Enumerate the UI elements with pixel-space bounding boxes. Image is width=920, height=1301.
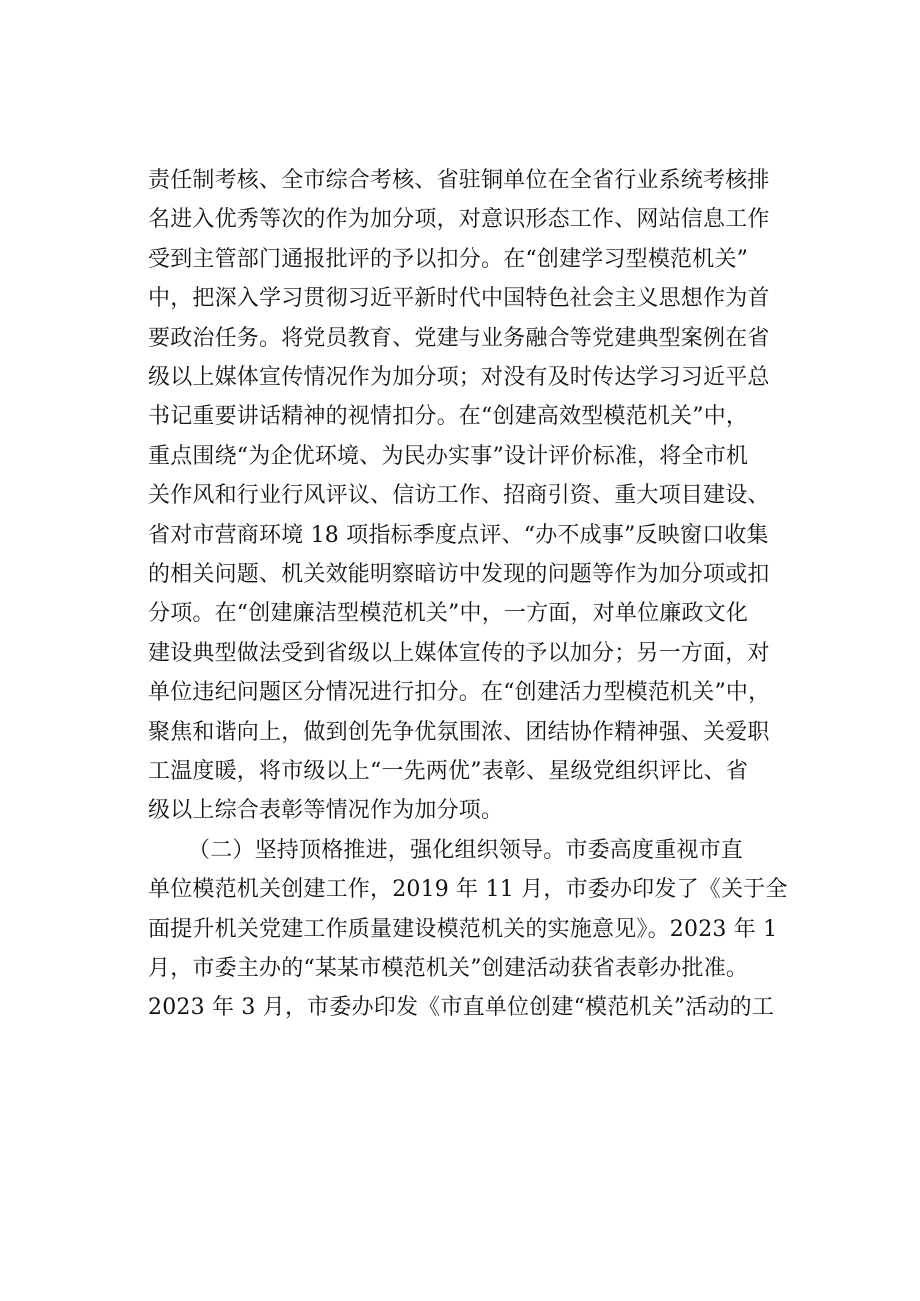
text-line: 受到主管部门通报批评的予以扣分。在“创建学习型模范机关” (148, 247, 749, 272)
text-line: 要政治任务。将党员教育、党建与业务融合等党建典型案例在省 (148, 326, 770, 351)
text-line: 月，市委主办的“某某市模范机关”创建活动获省表彰办批准。 (148, 956, 749, 981)
text-line: 级以上综合表彰等情况作为加分项。 (148, 798, 504, 823)
text-line: 的相关问题、机关效能明察暗访中发现的问题等作为加分项或扣 (148, 562, 770, 587)
text-line: 中，把深入学习贯彻习近平新时代中国特色社会主义思想作为首 (148, 286, 770, 311)
text-line: 重点围绕“为企优环境、为民办实事”设计评价标准，将全市机 (148, 444, 749, 469)
text-line: 关作风和行业行风评议、信访工作、招商引资、重大项目建设、 (148, 483, 770, 508)
text-line: 2023 年 3 月，市委办印发《市直单位创建“模范机关”活动的工 (148, 995, 775, 1020)
text-line: 省对市营商环境 18 项指标季度点评、“办不成事”反映窗口收集 (148, 523, 769, 548)
text-line: 单位违纪问题区分情况进行扣分。在“创建活力型模范机关”中， (148, 680, 771, 705)
text-line: 建设典型做法受到省级以上媒体宣传的予以加分；另一方面，对 (148, 641, 770, 666)
text-line: 名进入优秀等次的作为加分项，对意识形态工作、网站信息工作 (148, 207, 770, 232)
text-line: 分项。在“创建廉洁型模范机关”中，一方面，对单位廉政文化 (148, 601, 749, 626)
text-line: 工温度暖，将市级以上“一先两优”表彰、星级党组织评比、省 (148, 759, 749, 784)
text-line: 级以上媒体宣传情况作为加分项；对没有及时传达学习习近平总 (148, 365, 770, 390)
text-line: 责任制考核、全市综合考核、省驻铜单位在全省行业系统考核排 (148, 168, 770, 193)
text-line: 单位模范机关创建工作，2019 年 11 月，市委办印发了《关于全 (148, 877, 788, 902)
text-line: 聚焦和谐向上，做到创先争优氛围浓、团结协作精神强、关爱职 (148, 720, 770, 745)
text-line: 书记重要讲话精神的视情扣分。在“创建高效型模范机关”中， (148, 404, 749, 429)
text-line: 面提升机关党建工作质量建设模范机关的实施意见》。2023 年 1 (148, 917, 778, 942)
section-heading-line: （二）坚持顶格推进，强化组织领导。市委高度重视市直 (188, 838, 744, 863)
